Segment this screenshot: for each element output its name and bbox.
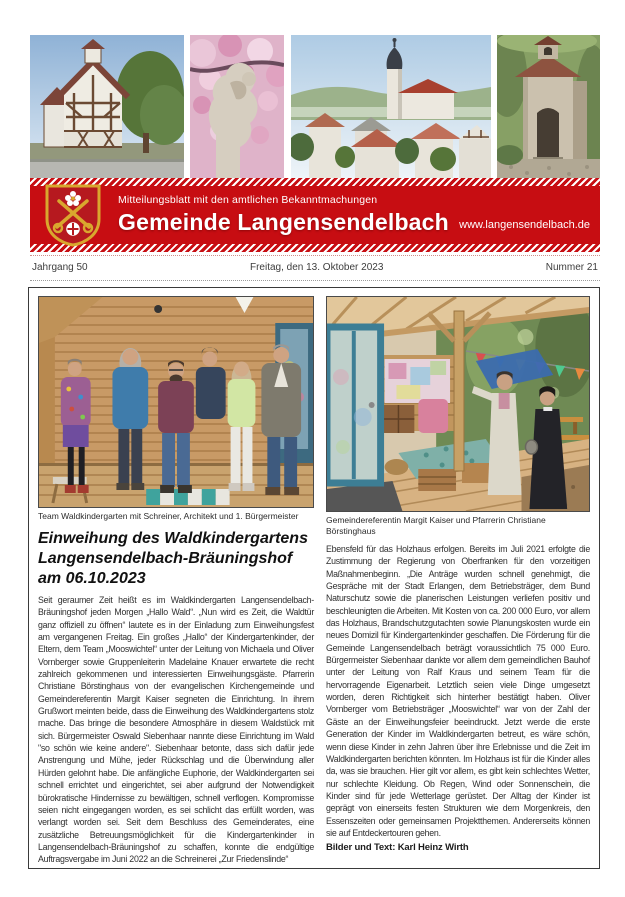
hatch-divider-top xyxy=(30,178,600,186)
article-column-right xyxy=(326,296,590,860)
photo-half-timbered-house xyxy=(30,35,184,178)
article xyxy=(28,287,600,869)
photo-team-group xyxy=(38,296,314,508)
municipal-coat-of-arms xyxy=(43,183,103,247)
article-body-right: Ebensfeld für das Holzhaus erfolgen. Bereits im Juli 2021 erfolgte die Zustimmung der Regierung von Oberfranken für den vorzeitigen Maßnahmenbeginn. „Die Anträge wurden schnell genehmigt, die Gespräche mit der Stadt Erlangen, dem Betriebsträger, dem Bund Naturschutz sowie die planerischen Leistungen verliefen positiv und beschleunigten die Arbeiten. Mit Kosten von ca. 200 000 Euro, vor allem das Holzhaus, Brandschutzgutachten sowie Planungskosten wurde ein neues Domizil für Kindergartenkinder geschaffen. Die Förderung für die Gemeinde Langensendelbach beträgt voraussichtlich 75 000 Euro. Bürgermeister Siebenhaar dankte vor allem dem gemeindlichen Bauhof unter der Leitung von Ralf Kraus und seinem Team für die hervorragende Eigenarbeit. Letztlich seien viele Dinge umgesetzt worden, deren Richtigkeit sich hinterher bestätigt haben. Oliver Vornberger vom Betriebsträger „Mooswichtel“ war von der Zahl der Gäste an der Einweihungsfeier beeindruckt. Jetzt werde die erste Generation der Kinder im Waldkindergarten betreut, es wäre schön, wenn diese Kinder in zehn Jahren über ihre Erlebnisse und die Zeit im Waldkindergarten berichten könnten. Im Holzhaus ist für die Kinder alles da, was sie brauchen. Hier gilt vor allem, es gibt kein schlechtes Wetter, nur schlechte Kleidung. Ob Regen, Wind oder Sonnenschein, die Kinder sind für jede Wetterlage gerüstet. Der Alltag der Kinder ist geprägt von einerseits festen Strukturen wie dem Morgenkreis, den Essenszeiten oder gemeinsamen Projektthemen. Andererseits können sie auf Entdeckertouren gehen. xyxy=(326,544,590,838)
right-photo-caption: Gemeindereferentin Margit Kaiser und Pfarrerin Christiane Börstinghaus xyxy=(326,515,546,536)
masthead-banner xyxy=(30,186,600,244)
masthead-title: Gemeinde Langensendelbach xyxy=(118,209,449,235)
headline-line-1: Einweihung des Waldkindergartens xyxy=(38,530,308,547)
left-photo-caption: Team Waldkindergarten mit Schreiner, Architekt und 1. Bürgermeister xyxy=(38,511,299,521)
photo-village-panorama-church xyxy=(291,35,491,178)
photo-chapel xyxy=(497,35,600,178)
headline-line-3: am 06.10.2023 xyxy=(38,570,146,587)
dateline xyxy=(30,255,600,281)
dateline-issue: Nummer 21 xyxy=(545,262,598,273)
article-body-left: Seit geraumer Zeit heißt es im Waldkindergarten Langensendelbach-Bräuningshof jeden Morgen „Hallo Wald“. „Nun wird es Zeit, die Waldtür ganz offiziell zu öffnen“ lautete es in der Einladung zum Einweihungsfest am vergangenen Freitag. Ein großes „Hallo“ der Kindergartenkinder, der Eltern, dem Team „Mooswichtel“ unter der Leitung von Michaela und Oliver Vornberger sowie Gruppenleiterin Madelaine Knauer erwartete die recht zahlreich gekommenen und interessierten Einweihungsgäste. Pfarrerin Christiane Börstinghaus von der evangelischen Kirchengemeinde und Gemeindereferentin Margit Kaiser segneten die Einrichtung. In ihrem Grußwort meinten beide, dass die Einweihung des Waldkindergartens stolz mache. Das bringe die besondere Atmosphäre in diesem Waldstück mit sich. Bürgermeister Oswald Siebenhaar nannte diese Einrichtung im Wald "so schön wie keine andere". Siebenhaar betonte, dass sich dafür jede Anstrengung und Mühe, jeder Rückschlag und die Überwindung aller Hürden gelohnt habe. Die anfängliche Euphorie, der Waldkindergarten sei schnell errichtet und eingerichtet, sei aber aufgrund der Notwendigkeit bürokratische Hindernisse zu bewältigen, schnell verflogen. Kompromisse seien nicht eingegangen worden, es sei schlicht das erfüllt worden, was verlangt worden sei. Seit dem Beschluss des Gemeinderates, eine zusätzliche Betreuungsmöglichkeit für die Kindergartenkinder in Langensendelbach-Bräuningshof zu schaffen, konnte die endgültige Auftragsvergabe im Juni 2022 an die Schreinerei „Zur Friedenslinde“ xyxy=(38,595,314,865)
article-credit: Bilder und Text: Karl Heinz Wirth xyxy=(326,842,469,854)
dateline-volume: Jahrgang 50 xyxy=(32,262,88,273)
photo-statue-with-blossoms xyxy=(190,35,284,178)
headline-line-2: Langensendelbach-Bräuningshof xyxy=(38,550,293,567)
hatch-divider-bottom xyxy=(30,244,600,252)
dateline-date: Freitag, den 13. Oktober 2023 xyxy=(249,262,384,273)
article-column-left xyxy=(38,296,314,865)
photo-blessing-ceremony xyxy=(326,296,590,512)
masthead-photo-strip xyxy=(30,35,600,178)
masthead-website: www.langensendelbach.de xyxy=(459,219,590,231)
masthead-kicker: Mitteilungsblatt mit den amtlichen Bekanntmachungen xyxy=(118,194,378,206)
article-headline xyxy=(38,529,314,589)
